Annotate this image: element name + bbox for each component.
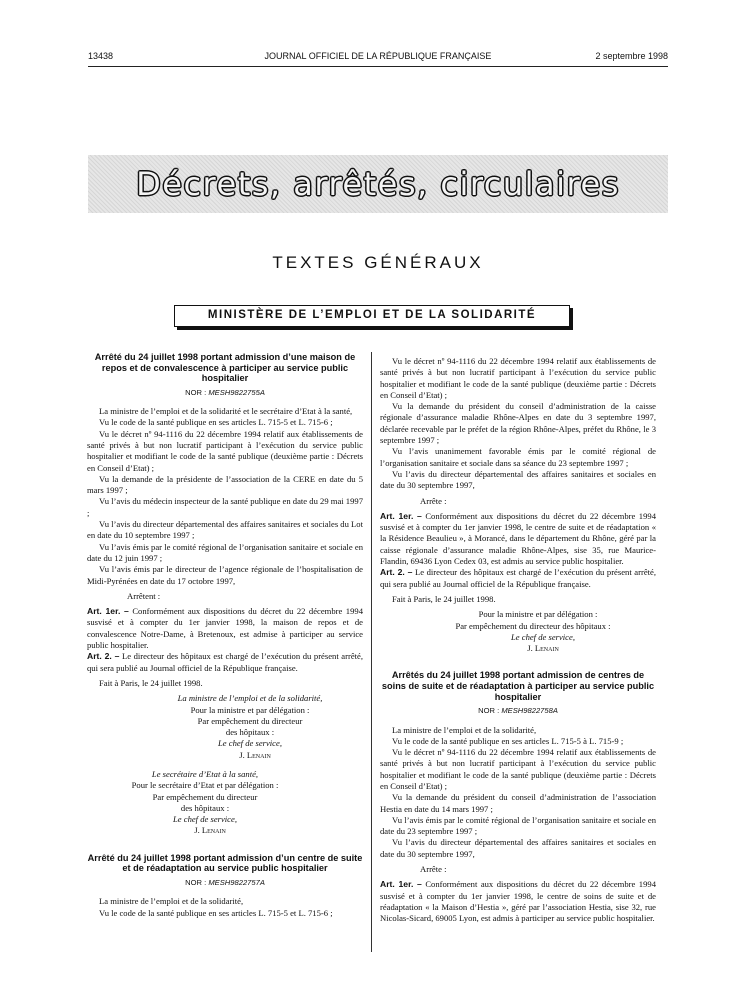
signature-line: Par empêchement du directeur des hôpitaux :	[455, 620, 611, 631]
section-title: TEXTES GÉNÉRAUX	[272, 253, 484, 272]
signature-role: Le chef de service,	[173, 814, 237, 825]
left-column	[87, 352, 363, 919]
decree-title: Arrêté du 24 juillet 1998 portant admission d’une maison de repos et de convalescence à participer au service public hospitalier	[94, 352, 356, 384]
fait-a-paris: Fait à Paris, le 24 juillet 1998.	[99, 677, 203, 688]
banner-title: Décrets, arrêtés, circulaires	[136, 165, 620, 203]
signatory-name: J. Lenain	[194, 825, 226, 836]
signature-line: Par empêchement du directeur	[152, 791, 258, 802]
article-1: Art. 1er. – Conformément aux dispositions du décret du 22 décembre 1994 susvisé et à compter du 1er janvier 1998, le centre de soins de suite et de réadaptation « la Maison d’Hestia », géré par l’association Hestia, sise 32, rue Nicolas-Sicard, 69005 Lyon, est admis à participer au service public hospitalier.	[380, 879, 656, 924]
visa: Vu la demande de la présidente de l’association de la CERE en date du 5 mars 1997 ;	[87, 473, 363, 496]
visa: Vu le décret nº 94-1116 du 22 décembre 1994 relatif aux établissements de santé privés à but non lucratif participant à l’exécution du service public hospitalier et modifiant le code de la santé publique (deuxième partie : Décrets en Conseil d’Etat) ;	[380, 356, 656, 400]
article-1: Art. 1er. – Conformément aux dispositions du décret du 22 décembre 1994 susvisé et à compter du 1er janvier 1998, le centre de suite et de réadaptation « la Résidence Beaulieu », à Morancé, dans le département du Rhône, géré par la caisse régionale d’assurance maladie Rhône-Alpes, sise 35, rue Maurice-Flandin, 69436 Lyon Cedex 03, est admis au service public hospitalier.	[380, 510, 656, 567]
visa: Vu le code de la santé publique en ses articles L. 715-5 et L. 715-6 ;	[99, 907, 333, 918]
nor-reference: NOR : MESH9822755A	[185, 387, 265, 397]
visa: Vu le décret nº 94-1116 du 22 décembre 1994 relatif aux établissements de santé privés à but non lucratif participant à l’exécution du service public hospitalier et modifiant le code de la santé publique (deuxième partie : Décrets en Conseil d’Etat) ;	[87, 428, 363, 473]
signatory-name: J. Lenain	[239, 749, 271, 760]
preamble: La ministre de l’emploi et de la solidarité,	[99, 896, 244, 907]
signature-line: Pour la ministre et par délégation :	[190, 704, 310, 715]
visa: Vu le code de la santé publique en ses articles L. 715-5 à L. 715-9 ;	[392, 735, 624, 746]
visa: Vu l’avis émis par le comité régional de l’organisation sanitaire et sociale en date du 23 septembre 1997 ;	[380, 814, 656, 837]
signature-line: Pour la ministre et par délégation :	[478, 609, 598, 620]
fait-a-paris: Fait à Paris, le 24 juillet 1998.	[392, 593, 496, 604]
arretent: Arrêtent :	[127, 590, 161, 601]
column-divider	[371, 352, 372, 952]
visa: Vu la demande du président du conseil d’administration de l’association Hestia en date du 14 mars 1997 ;	[380, 792, 656, 814]
decree-centre-de-suite-continued	[380, 356, 656, 654]
signature-title: Le secrétaire d’Etat à la santé,	[151, 768, 259, 779]
visa: Vu l’avis du médecin inspecteur de la santé publique en date du 29 mai 1997 ;	[87, 496, 363, 518]
signature-line: Par empêchement du directeur	[197, 715, 303, 726]
signature-role: Le chef de service,	[218, 738, 282, 749]
arrete: Arrête :	[420, 495, 447, 506]
decree-title: Arrêté du 24 juillet 1998 portant admission d’un centre de suite et de réadaptation au service public hospitalier	[87, 852, 363, 874]
article-2: Art. 2. – Le directeur des hôpitaux est chargé de l’exécution du présent arrêté, qui sera publié au Journal officiel de la République française.	[87, 651, 363, 673]
visa: Vu le code de la santé publique en ses articles L. 715-5 et L. 715-6 ;	[99, 417, 333, 428]
header-rule	[88, 66, 668, 67]
journal-title: JOURNAL OFFICIEL DE LA RÉPUBLIQUE FRANÇAISE	[264, 51, 492, 61]
right-column	[380, 356, 656, 925]
signature-title: La ministre de l’emploi et de la solidarité,	[177, 693, 323, 704]
decree-maison-de-repos	[87, 352, 363, 837]
nor-reference: NOR : MESH9822758A	[478, 706, 558, 716]
ministry-box: MINISTÈRE DE L’EMPLOI ET DE LA SOLIDARITÉ	[174, 305, 570, 327]
decree-title: Arrêtés du 24 juillet 1998 portant admission de centres de soins de suite et de réadaptation à participer au service public hospitalier	[381, 670, 655, 702]
visa: Vu le décret nº 94-1116 du 22 décembre 1994 relatif aux établissements de santé privés à but non lucratif participant à l’exécution du service public hospitalier et modifiant le code de la santé publique (deuxième partie : Décrets en Conseil d’Etat) ;	[380, 747, 656, 791]
visa: Vu l’avis émis par le directeur de l’agence régionale de l’hospitalisation de Midi-Pyrénées en date du 17 octobre 1997,	[87, 564, 363, 586]
preamble: La ministre de l’emploi et de la solidarité et le secrétaire d’Etat à la santé,	[99, 406, 353, 417]
signature-line: Pour le secrétaire d’Etat et par délégation :	[131, 780, 279, 791]
decree-centres-de-soins	[380, 670, 656, 924]
visa: Vu la demande du président du conseil d’administration de la caisse régionale d’assurance maladie Rhône-Alpes en date du 3 septembre 1997, déclarée recevable par le préfet de la région Rhône-Alpes, préfet du Rhône, le 3 septembre 1997 ;	[380, 401, 656, 446]
nor-reference: NOR : MESH9822757A	[185, 877, 265, 887]
running-header	[88, 51, 668, 63]
signature-line: des hôpitaux :	[180, 802, 230, 813]
issue-date: 2 septembre 1998	[595, 51, 668, 61]
article-1: Art. 1er. – Conformément aux dispositions du décret du 22 décembre 1994 susvisé et à compter du 1er janvier 1998, la maison de repos et de convalescence Notre-Dame, à Bretenoux, est admise à participer au service public hospitalier.	[87, 606, 363, 651]
article-2: Art. 2. – Le directeur des hôpitaux est chargé de l’exécution du présent arrêté, qui sera publié au Journal officiel de la République française.	[380, 567, 656, 589]
signatory-name: J. Lenain	[527, 643, 559, 654]
signature-line: des hôpitaux :	[225, 727, 275, 738]
visa: Vu l’avis émis par le comité régional de l’organisation sanitaire et sociale en date du 12 juin 1997 ;	[87, 541, 363, 563]
visa: Vu l’avis du directeur départemental des affaires sanitaires et sociales du Lot en date du 10 septembre 1997 ;	[87, 519, 363, 541]
arrete: Arrête :	[420, 864, 447, 875]
visa: Vu l’avis du directeur départemental des affaires sanitaires et sociales en date du 30 septembre 1997,	[380, 837, 656, 859]
visa: Vu l’avis du directeur départemental des affaires sanitaires et sociales en date du 30 septembre 1997,	[380, 468, 656, 491]
decree-centre-de-suite	[87, 853, 363, 919]
page-number: 13438	[88, 51, 114, 61]
preamble: La ministre de l’emploi et de la solidarité,	[392, 724, 537, 735]
visa: Vu l’avis unanimement favorable émis par le comité régional de l’organisation sanitaire et sociale dans sa séance du 23 septembre 1997 ;	[380, 446, 656, 468]
nor-code: MESH9822758A	[501, 706, 558, 716]
nor-code: MESH9822755A	[208, 387, 265, 397]
nor-code: MESH9822757A	[208, 877, 265, 887]
signature-role: Le chef de service,	[511, 631, 575, 642]
